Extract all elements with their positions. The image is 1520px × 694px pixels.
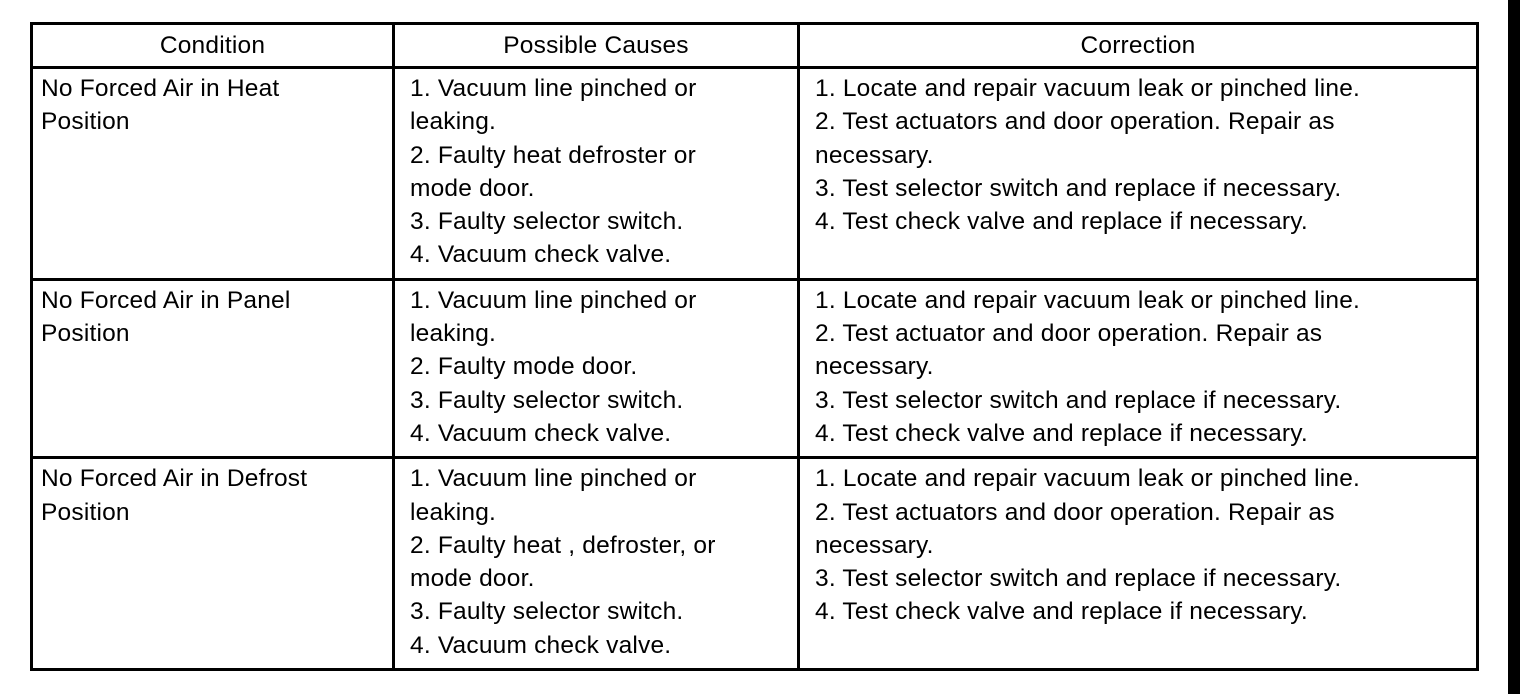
condition-line: Position [41,498,130,526]
page-edge-bar [1508,0,1520,694]
cause-line: leaking. [410,498,497,526]
correction-cell [799,68,1478,280]
correction-line: 4. Test check valve and replace if necessary. [815,208,1308,236]
cause-line: 4. Vacuum check valve. [410,241,672,269]
correction-line: necessary. [815,353,934,381]
condition-line: No Forced Air in Defrost [41,465,308,493]
condition-cell [32,458,394,670]
header-row [32,24,1478,68]
causes-cell [394,68,799,280]
correction-cell [799,458,1478,670]
correction-line: 4. Test check valve and replace if necessary. [815,419,1308,447]
diagnosis-table [30,22,1479,671]
cause-line: 3. Faulty selector switch. [410,208,684,236]
correction-line: necessary. [815,141,934,169]
cause-line: 4. Vacuum check valve. [410,631,672,659]
condition-cell [32,279,394,457]
causes-cell [394,458,799,670]
cause-line: mode door. [410,174,535,202]
condition-cell [32,68,394,280]
correction-cell [799,279,1478,457]
cause-line: leaking. [410,320,497,348]
correction-line: 2. Test actuator and door operation. Repair as [815,320,1323,348]
correction-line: 4. Test check valve and replace if necessary. [815,598,1308,626]
table-row [32,458,1478,670]
condition-line: Position [41,108,130,136]
correction-line: 2. Test actuators and door operation. Repair as [815,498,1335,526]
condition-line: Position [41,320,130,348]
correction-line: 3. Test selector switch and replace if necessary. [815,565,1342,593]
header-possible-causes: Possible Causes [394,24,799,68]
causes-cell [394,279,799,457]
correction-line: 1. Locate and repair vacuum leak or pinched line. [815,75,1361,102]
cause-line: leaking. [410,108,497,136]
cause-line: 1. Vacuum line pinched or [410,75,697,102]
header-correction: Correction [799,24,1478,68]
correction-line: 1. Locate and repair vacuum leak or pinched line. [815,286,1361,314]
condition-line: No Forced Air in Panel [41,286,291,314]
cause-line: 2. Faulty mode door. [410,353,638,381]
cause-line: 3. Faulty selector switch. [410,386,684,414]
cause-line: 2. Faulty heat , defroster, or [410,531,716,559]
cause-line: 1. Vacuum line pinched or [410,286,697,314]
correction-line: 3. Test selector switch and replace if necessary. [815,386,1342,414]
cause-line: 4. Vacuum check valve. [410,419,672,447]
cause-line: 3. Faulty selector switch. [410,598,684,626]
correction-line: 1. Locate and repair vacuum leak or pinched line. [815,465,1361,493]
correction-line: 3. Test selector switch and replace if necessary. [815,174,1342,202]
table-row [32,68,1478,280]
cause-line: mode door. [410,565,535,593]
cause-line: 1. Vacuum line pinched or [410,465,697,493]
correction-line: 2. Test actuators and door operation. Repair as [815,108,1335,136]
condition-line: No Forced Air in Heat [41,75,280,102]
table-row [32,279,1478,457]
cause-line: 2. Faulty heat defroster or [410,141,696,169]
header-condition: Condition [32,24,394,68]
correction-line: necessary. [815,531,934,559]
